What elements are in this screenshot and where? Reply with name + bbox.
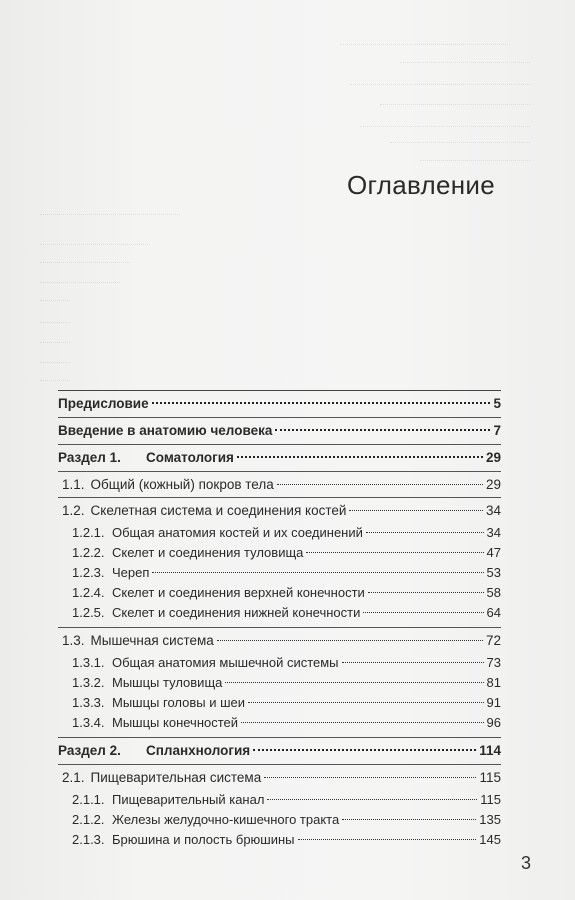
toc-entry-section-2[interactable] [58,738,501,764]
toc-entry-number: 2.1.2. [72,812,105,827]
dot-leader [368,592,484,593]
toc-entry-number: 1.2.5. [72,605,105,620]
dot-leader [298,839,477,840]
toc-entry-number: 2.1. [62,770,85,785]
toc-entry-page: 53 [486,565,501,580]
toc-entry-number: Раздел 1. [58,450,121,465]
table-of-contents [58,390,501,850]
toc-entry-number: 1.2.2. [72,545,105,560]
toc-entry-2-1[interactable] [58,765,501,790]
toc-entry-label: Железы желудочно-кишечного тракта [112,812,340,827]
toc-entry-page: 96 [486,715,501,730]
toc-entry-page: 91 [486,695,501,710]
toc-entry-page: 29 [485,477,501,492]
toc-entry-1-3-4[interactable] [58,713,501,733]
toc-entry-label: Общая анатомия мышечной системы [112,655,339,670]
toc-entry-1-2-2[interactable] [58,543,501,563]
toc-entry-label: Соматология [146,450,234,465]
dot-leader [267,799,477,800]
dot-leader [366,532,484,533]
toc-entry-1-2-1[interactable] [58,523,501,543]
toc-entry-label: Мышцы головы и шеи [112,695,246,710]
bleed-through-text [0,0,575,420]
toc-entry-2-1-3[interactable] [58,830,501,850]
toc-entry-number: 1.2.3. [72,565,105,580]
toc-entry-label: Череп [112,565,150,580]
toc-entry-page: 145 [479,832,501,847]
toc-entry-1-3-1[interactable] [58,653,501,673]
toc-entry-page: 73 [486,655,501,670]
toc-entry-1-2-4[interactable] [58,583,501,603]
toc-entry-number: 1.3.2. [72,675,105,690]
page-number: 3 [520,853,531,873]
toc-entry-label: Общий (кожный) покров тела [90,477,274,492]
dot-leader [237,456,483,458]
toc-entry-page: 115 [479,770,501,785]
toc-entry-label: Пищеварительный канал [112,792,265,807]
toc-entry-number: Раздел 2. [58,743,121,758]
dot-leader [253,749,476,751]
dot-leader [277,484,483,485]
toc-entry-number: 1.3.4. [72,715,105,730]
dot-leader [217,640,483,641]
toc-entry-1-1[interactable] [58,472,501,497]
toc-entry-number: 1.1. [62,477,85,492]
toc-entry-page: 72 [485,633,501,648]
toc-entry-page: 7 [493,423,501,438]
toc-entry-page: 34 [486,525,501,540]
toc-entry-page: 81 [486,675,501,690]
toc-entry-2-1-1[interactable] [58,790,501,810]
toc-entry-1-2[interactable] [58,498,501,523]
toc-entry-page: 47 [486,545,501,560]
toc-entry-number: 1.2.1. [72,525,105,540]
dot-leader [363,612,483,613]
dot-leader [342,662,484,663]
dot-leader [306,552,483,553]
toc-entry-label: Скелетная система и соединения костей [90,503,347,518]
toc-entry-label: Скелет и соединения нижней конечности [112,605,361,620]
toc-entry-1-2-5[interactable] [58,603,501,623]
dot-leader [248,702,484,703]
toc-entry-number: 1.3. [62,633,85,648]
dot-leader [241,722,484,723]
toc-entry-number: 1.3.3. [72,695,105,710]
toc-entry-1-2-3[interactable] [58,563,501,583]
dot-leader [152,572,483,573]
toc-entry-label: Общая анатомия костей и их соединений [112,525,363,540]
toc-entry-number: 1.2.4. [72,585,105,600]
toc-entry-1-3-3[interactable] [58,693,501,713]
toc-entry-label: Мышцы конечностей [112,715,239,730]
toc-entry-page: 5 [493,396,501,411]
toc-entry-number: 1.2. [62,503,85,518]
toc-entry-page: 34 [485,503,501,518]
toc-entry-label: Скелет и соединения туловища [112,545,304,560]
toc-entry-label: Спланхнология [146,743,251,758]
dot-leader [349,510,483,511]
toc-entry-label: Введение в анатомию человека [58,423,273,438]
toc-entry-label: Пищеварительная система [90,770,262,785]
toc-entry-label: Предисловие [58,396,149,411]
toc-entry-page: 114 [479,743,501,758]
toc-entry-page: 58 [486,585,501,600]
dot-leader [342,819,476,820]
toc-entry-preface[interactable] [58,391,501,417]
toc-entry-2-1-2[interactable] [58,810,501,830]
page-title: Оглавление [347,170,495,200]
toc-entry-intro[interactable] [58,418,501,444]
toc-entry-number: 1.3.1. [72,655,105,670]
toc-entry-label: Мышцы туловища [112,675,223,690]
dot-leader [264,777,476,778]
dot-leader [275,429,490,431]
toc-entry-label: Брюшина и полость брюшины [112,832,295,847]
toc-entry-section-1[interactable] [58,445,501,471]
toc-entry-page: 29 [485,450,501,465]
toc-entry-label: Мышечная система [90,633,214,648]
toc-entry-page: 115 [480,792,501,807]
toc-entry-page: 135 [479,812,501,827]
toc-entry-number: 2.1.3. [72,832,105,847]
toc-entry-1-3-2[interactable] [58,673,501,693]
toc-entry-label: Скелет и соединения верхней конечности [112,585,365,600]
toc-entry-number: 2.1.1. [72,792,105,807]
dot-leader [152,402,491,404]
dot-leader [225,682,483,683]
toc-entry-page: 64 [486,605,501,620]
toc-entry-1-3[interactable] [58,628,501,653]
